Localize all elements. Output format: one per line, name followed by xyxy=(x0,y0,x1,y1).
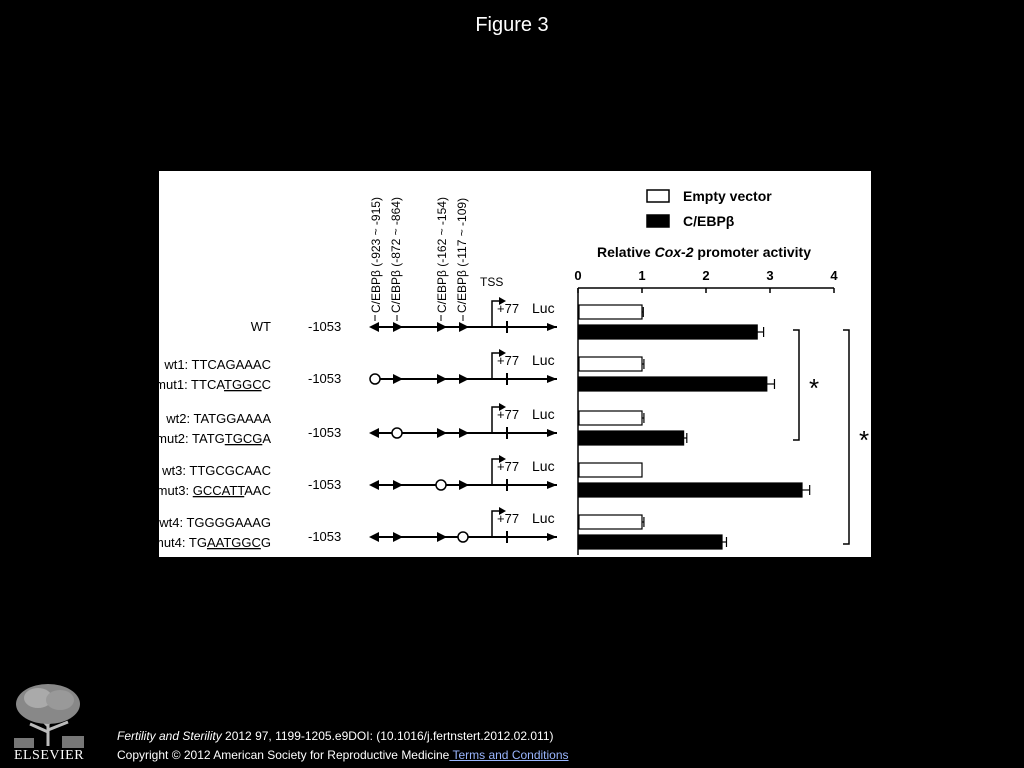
mut-sequence-label xyxy=(156,431,271,446)
bar-empty-vector-mut3 xyxy=(579,463,642,477)
mutated-site-circle xyxy=(370,374,380,384)
mutated-bases: AATGGC xyxy=(206,535,261,550)
plus77-label: +77 xyxy=(497,301,520,316)
construct-mut2 xyxy=(156,403,557,446)
cebp-binding-site xyxy=(437,322,447,332)
sequence-part: wt1: TTCAGAAAC xyxy=(164,357,271,372)
bar-cebpb-mut1 xyxy=(579,377,767,391)
construct-mut4 xyxy=(153,507,557,550)
slide-title: Figure 3 xyxy=(475,14,549,36)
cebp-binding-site xyxy=(393,374,403,384)
sequence-part: WT xyxy=(250,319,271,334)
promoter-arrowhead xyxy=(547,481,557,489)
sequence-part: G xyxy=(260,535,271,550)
wt-sequence-label xyxy=(158,515,271,530)
construct-wt xyxy=(251,297,557,334)
luc-label: Luc xyxy=(532,352,555,368)
cebp-binding-site xyxy=(369,532,379,542)
sequence-part: C xyxy=(261,377,271,392)
promoter-arrowhead xyxy=(547,375,557,383)
cebp-binding-site xyxy=(459,322,469,332)
x-tick-label: 2 xyxy=(702,268,710,283)
gene-name: Cox-2 xyxy=(654,244,694,260)
significance-star: * xyxy=(859,425,870,455)
legend-swatch-0 xyxy=(647,190,669,202)
bar-cebpb-mut3 xyxy=(579,483,802,497)
x-tick-label: 1 xyxy=(638,268,646,283)
x-tick-label: 0 xyxy=(574,268,582,283)
mutated-site-circle xyxy=(392,428,402,438)
x-tick-label: 4 xyxy=(830,268,838,283)
cebp-binding-site xyxy=(459,480,469,490)
figure-panel xyxy=(152,171,871,557)
bar-empty-vector-mut2 xyxy=(579,411,642,425)
start-position-label: -1053 xyxy=(308,371,342,386)
mutated-bases: TGCG xyxy=(224,431,263,446)
promoter-arrowhead xyxy=(547,533,557,541)
cebp-binding-site xyxy=(369,428,379,438)
cebp-binding-site xyxy=(437,374,447,384)
elsevier-wordmark: ELSEVIER xyxy=(13,748,85,763)
luc-label: Luc xyxy=(532,300,555,316)
legend-label-0: Empty vector xyxy=(683,188,772,204)
sequence-part: mut2: TATG xyxy=(156,431,225,446)
cebp-binding-site xyxy=(459,374,469,384)
copyright-text: Copyright © 2012 American Society for Reproductive Medicine xyxy=(117,748,450,762)
promoter-schematic xyxy=(153,197,557,550)
mutated-bases: TGGC xyxy=(224,377,262,392)
sequence-part: wt2: TATGGAAAA xyxy=(166,411,271,426)
citation xyxy=(117,729,554,743)
journal-name: Fertility and Sterility xyxy=(117,729,222,743)
promoter-arrowhead xyxy=(547,323,557,331)
promoter-activity-chart xyxy=(574,188,869,555)
plus77-label: +77 xyxy=(497,407,520,422)
legend-label-1: C/EBPβ xyxy=(683,213,735,229)
bar-empty-vector-WT xyxy=(579,305,642,319)
mutated-site-circle xyxy=(436,480,446,490)
mutated-bases: GCCATT xyxy=(192,483,245,498)
x-tick-label: 3 xyxy=(766,268,774,283)
cebp-binding-site xyxy=(369,480,379,490)
chart-title xyxy=(597,244,811,260)
tss-label: TSS xyxy=(480,275,504,289)
significance-bracket xyxy=(793,330,799,440)
sequence-part: wt4: TGGGGAAAG xyxy=(159,515,271,530)
cebp-binding-site xyxy=(393,532,403,542)
sequence-part: mut1: TTCA xyxy=(155,377,225,392)
title-part: promoter activity xyxy=(693,244,811,260)
bar-cebpb-WT xyxy=(579,325,757,339)
site-label-4: C/EBPβ (-117 ~ -109) xyxy=(455,197,469,313)
copyright xyxy=(117,748,569,762)
significance-bracket xyxy=(843,330,849,544)
site-label-2: C/EBPβ (-872 ~ -864) xyxy=(389,197,403,313)
mut-sequence-label xyxy=(157,483,271,498)
luc-label: Luc xyxy=(532,406,555,422)
start-position-label: -1053 xyxy=(308,319,342,334)
terms-and-conditions-link[interactable]: Terms and Conditions xyxy=(449,748,569,762)
wt-sequence-label xyxy=(251,319,271,334)
sequence-part: mut4: TG xyxy=(152,535,207,550)
cebp-binding-site xyxy=(437,532,447,542)
figure-svg xyxy=(152,171,871,557)
citation-details: 2012 97, 1199-1205.e9DOI: (10.1016/j.fertnstert.2012.02.011) xyxy=(221,729,554,743)
mut-sequence-label xyxy=(153,535,271,550)
plus77-label: +77 xyxy=(497,511,520,526)
site-label-1: C/EBPβ (-923 ~ -915) xyxy=(369,197,383,313)
bar-cebpb-mut4 xyxy=(579,535,722,549)
sequence-part: wt3: TTGCGCAAC xyxy=(162,463,271,478)
sequence-part: mut3: xyxy=(156,483,193,498)
start-position-label: -1053 xyxy=(308,529,342,544)
cebp-binding-site xyxy=(393,322,403,332)
construct-mut1 xyxy=(155,349,557,392)
luc-label: Luc xyxy=(532,510,555,526)
luc-label: Luc xyxy=(532,458,555,474)
wt-sequence-label xyxy=(163,357,271,372)
cebp-binding-site xyxy=(437,428,447,438)
start-position-label: -1053 xyxy=(308,477,342,492)
cebp-binding-site xyxy=(369,322,379,332)
bar-cebpb-mut2 xyxy=(579,431,684,445)
construct-mut3 xyxy=(157,455,557,498)
promoter-arrowhead xyxy=(547,429,557,437)
site-label-3: C/EBPβ (-162 ~ -154) xyxy=(435,197,449,313)
title-part: Relative xyxy=(597,244,655,260)
sequence-part: AAC xyxy=(244,483,271,498)
cebp-binding-site xyxy=(459,428,469,438)
start-position-label: -1053 xyxy=(308,425,342,440)
legend-swatch-1 xyxy=(647,215,669,227)
mut-sequence-label xyxy=(155,377,271,392)
sequence-part: A xyxy=(262,431,271,446)
bar-empty-vector-mut1 xyxy=(579,357,642,371)
wt-sequence-label xyxy=(165,411,271,426)
wt-sequence-label xyxy=(161,463,271,478)
cebp-binding-site xyxy=(393,480,403,490)
plus77-label: +77 xyxy=(497,459,520,474)
bar-empty-vector-mut4 xyxy=(579,515,642,529)
mutated-site-circle xyxy=(458,532,468,542)
significance-star: * xyxy=(809,373,820,403)
plus77-label: +77 xyxy=(497,353,520,368)
